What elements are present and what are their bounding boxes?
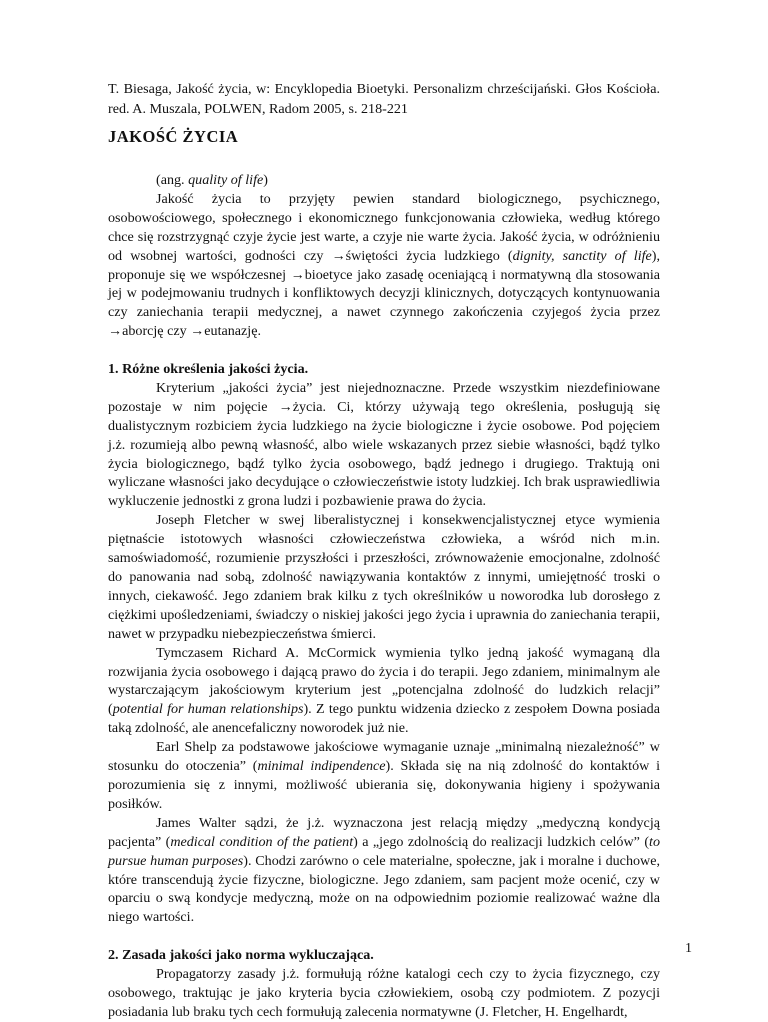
paragraph: James Walter sądzi, że j.ż. wyznaczona jest relacją między „medyczną kondycją pacjenta” (medical condition of the patient) a „jego zdolnością do realizacji ludzkich celów” (to pursue human purposes). Chodzi zarówno o cele materialne, społeczne, jak i moralne i duchowe, które transcendują życie fizyczne, biologiczne. Jego zdaniem, sam pacjent może ocenić, czy w oparciu o swą kondycje medyczną, może on na odpowiednim poziomie realizować ważne dla niego wartości. xyxy=(108,814,660,926)
paragraph: Tymczasem Richard A. McCormick wymienia tylko jedną jakość wymaganą dla rozwijania życia osobowego i dającą prawo do życia i do terapii. Jego zdaniem, minimalnym ale wystarczającym jakościowym kryterium jest „potencjalna zdolność do ludzkich relacji” (potential for human relationships). Z tego punktu widzenia dziecko z zespołem Downa posiada taką zdolność, ale anencefaliczny noworodek już nie. xyxy=(108,644,660,737)
paragraph: Joseph Fletcher w swej liberalistycznej i konsekwencjalistycznej etyce wymienia piętnaście istotowych własności człowieczeństwa człowieka, a wśród nich m.in. samoświadomość, rozumienie przyszłości i przeszłości, zrównoważenie emocjonalne, zdolność do panowania nad sobą, zdolność nawiązywania kontaktów z innymi, umiejętność troski o innych, ciekawość. Jego zdaniem brak kilku z tych określników u noworodka lub dorosłego z ciężkimi upośledzeniami, świadczy o niskiej jakości jego życia i uprawnia do zaniechania terapii, nawet w przypadku niebezpieczeństwa śmierci. xyxy=(108,512,660,642)
citation: T. Biesaga, Jakość życia, w: Encyklopedia Bioetyki. Personalizm chrześcijański. Głos Kościoła. red. A. Muszala, POLWEN, Radom 2005, s. 218-221 xyxy=(108,81,660,117)
section-2-heading: 2. Zasada jakości jako norma wykluczająca. xyxy=(108,947,374,964)
paragraph: Propagatorzy zasady j.ż. formułują różne katalogi cech czy to życia fizycznego, czy osobowego, traktując je jako kryteria bycia człowiekiem, osobą czy podmiotem. Z pozycji posiadania lub braku tych cech formułują zalecenia normatywne (J. Fletcher, H. Engelhardt, xyxy=(108,966,660,1020)
article-body xyxy=(108,171,660,1022)
paragraph: Earl Shelp za podstawowe jakościowe wymaganie uznaje „minimalną niezależność” w stosunku do otoczenia” (minimal indipendence). Składa się na nią zdolność do kontaktów i porozumienia się z innymi, możliwość ubierania się, dokonywania higieny i spożywania posiłków. xyxy=(108,739,660,812)
article-title: JAKOŚĆ ŻYCIA xyxy=(108,127,239,146)
paragraph: Kryterium „jakości życia” jest niejednoznaczne. Przede wszystkim niezdefiniowane pozostaje w nim pojęcie →życia. Ci, którzy używają tego określenia, posługują się dualistycznym rozbiciem życia ludzkiego na życie biologiczne i życie osobowe. Pod pojęciem j.ż. rozumieją albo pewną własność, albo wiele wskazanych przez siebie własności, bądź tylko życia biologicznego, bądź tylko życia osobowego, bądź jednego i drugiego. Traktują oni wyliczane własności jako decydujące o człowieczeństwie istoty ludzkiej. Ich brak usprawiedliwia wykluczenie jednostki z grona ludzi i pozbawienie prawa do życia. xyxy=(108,379,660,510)
page-number: 1 xyxy=(685,941,692,956)
english-term: (ang. quality of life) xyxy=(156,172,268,188)
section-1-heading: 1. Różne określenia jakości życia. xyxy=(108,361,309,378)
intro-paragraph: Jakość życia to przyjęty pewien standard biologicznego, psychicznego, osobowościowego, społecznego i ekonomicznego funkcjonowania człowieka, według którego chce się rozstrzygnąć czyje życie jest warte, a czyje nie warte życia. Jakość życia, w odróżnieniu od wsobnej wartości, godności czy →świętości życia ludzkiego (dignity, sanctity of life), proponuje się we współczesnej →bioetyce jako zasadę oceniającą i normatywną dla stosowania jej w podejmowaniu trudnych i konfliktowych decyzji klinicznych, dotyczących kontynuowania czy zaniechania terapii medycznej, a nawet czynnego zakończenia czyjegoś życia przez →aborcję czy →eutanazję. xyxy=(108,190,660,340)
